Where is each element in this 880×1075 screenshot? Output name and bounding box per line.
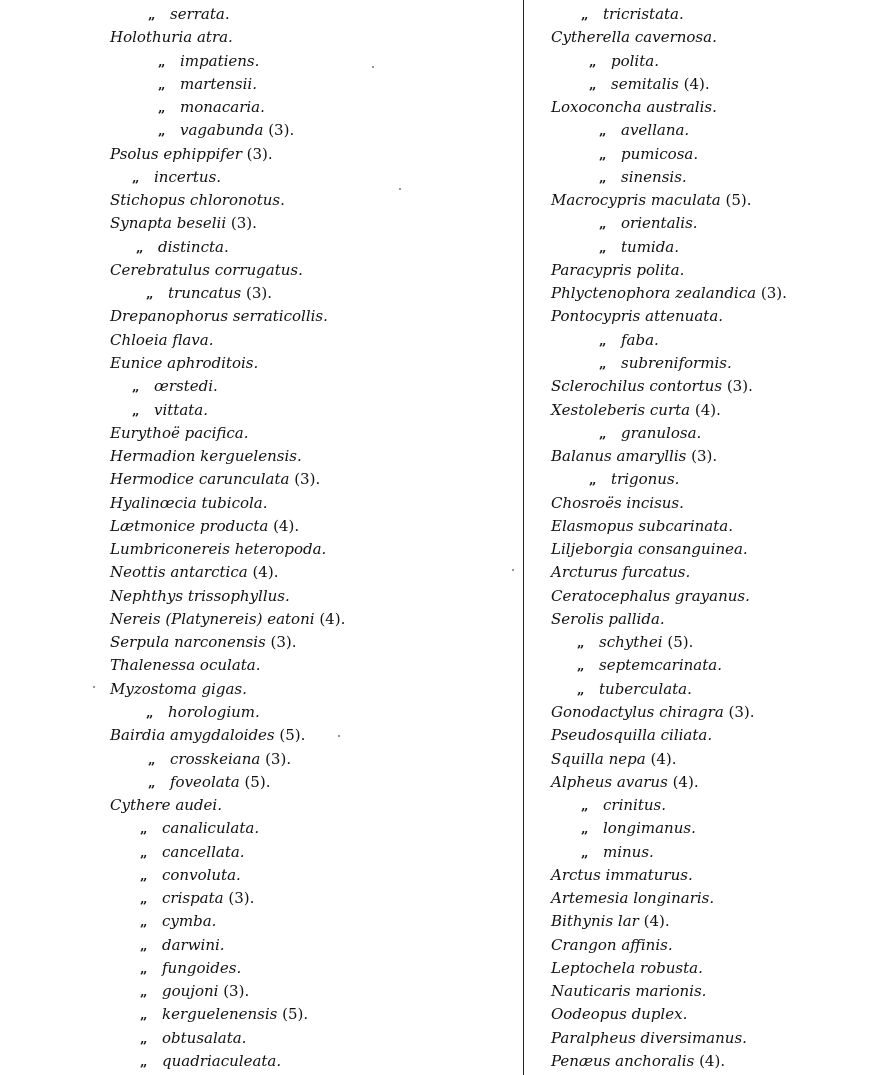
species-name: Bithynis lar: [551, 912, 639, 931]
species-name: Thalenessa oculata.: [110, 656, 261, 675]
species-entry: [551, 445, 871, 468]
species-entry: [110, 561, 510, 584]
species-entry: [110, 468, 510, 491]
species-entry: [110, 934, 510, 957]
species-name: Serolis pallida.: [551, 609, 665, 628]
ditto-mark: „: [146, 705, 154, 721]
species-name: crinitus.: [603, 796, 666, 815]
species-name: incertus.: [154, 167, 222, 186]
reference-note: (3).: [263, 121, 295, 140]
species-name: vittata.: [154, 400, 209, 419]
species-entry: [110, 259, 510, 282]
reference-note: (4).: [690, 400, 721, 419]
ditto-mark: „: [148, 8, 156, 23]
reference-note: (5).: [239, 772, 271, 791]
species-name: Crangon affinis.: [551, 935, 673, 954]
ditto-mark: „: [140, 892, 148, 908]
species-entry: [551, 352, 871, 375]
species-entry: [110, 352, 510, 375]
reference-note: (3).: [218, 982, 250, 1001]
ditto-mark: „: [140, 915, 148, 931]
species-name: Eunice aphroditois.: [110, 353, 259, 372]
species-name: Hyalinœcia tubicola.: [110, 493, 268, 512]
species-name: trigonus.: [611, 470, 680, 489]
ditto-mark: „: [132, 403, 140, 419]
species-entry: [110, 538, 510, 561]
species-entry: [551, 934, 871, 957]
species-entry: [110, 631, 510, 654]
ditto-mark: „: [140, 961, 148, 977]
species-name: Loxoconcha australis.: [551, 98, 717, 117]
reference-note: (3).: [226, 214, 257, 233]
species-name: Arctus immaturus.: [551, 865, 693, 884]
species-entry: [110, 794, 510, 817]
species-name: Stichopus chloronotus.: [110, 191, 285, 210]
species-name: Lumbriconereis heteropoda.: [110, 540, 327, 559]
species-name: Drepanophorus serraticollis.: [110, 307, 328, 326]
species-entry: [110, 282, 510, 305]
species-entry: [110, 1003, 510, 1026]
species-name: fungoides.: [162, 958, 242, 977]
species-entry: [551, 910, 871, 933]
species-entry: [551, 119, 871, 142]
species-name: martensii.: [180, 74, 257, 93]
reference-note: (3).: [723, 702, 755, 721]
species-entry: [551, 3, 871, 26]
species-entry: [110, 305, 510, 328]
ditto-mark: „: [599, 170, 607, 186]
ditto-mark: „: [599, 147, 607, 163]
reference-note: (4).: [678, 74, 710, 93]
right-species-column: [551, 3, 871, 1073]
species-name: Leptochela robusta.: [551, 958, 703, 977]
species-name: darwini.: [162, 935, 225, 954]
species-entry: [110, 399, 510, 422]
species-name: Hermodice carunculata: [110, 470, 290, 489]
species-name: Xestoleberis curta: [551, 400, 691, 419]
reference-note: (4).: [667, 772, 699, 791]
species-entry: [110, 887, 510, 910]
species-entry: [551, 957, 871, 980]
species-entry: [551, 305, 871, 328]
ditto-mark: „: [158, 124, 166, 140]
species-entry: [110, 654, 510, 677]
ditto-mark: „: [581, 845, 589, 861]
species-entry: [551, 771, 871, 794]
species-name: serrata.: [170, 5, 230, 23]
species-entry: [110, 3, 510, 26]
species-name: polita.: [611, 51, 659, 70]
species-entry: [551, 73, 871, 96]
species-entry: [110, 445, 510, 468]
reference-note: (3).: [722, 377, 753, 396]
species-entry: [551, 189, 871, 212]
species-entry: [110, 492, 510, 515]
species-entry: [551, 724, 871, 747]
species-name: foveolata: [170, 772, 240, 791]
ditto-mark: „: [136, 240, 144, 256]
species-entry: [551, 678, 871, 701]
ditto-mark: „: [599, 356, 607, 372]
species-name: Paralpheus diversimanus.: [551, 1028, 747, 1047]
ditto-mark: „: [599, 240, 607, 256]
species-entry: [110, 143, 510, 166]
species-entry: [110, 212, 510, 235]
species-entry: [551, 980, 871, 1003]
ditto-mark: „: [577, 682, 585, 698]
species-entry: [110, 841, 510, 864]
species-entry: [110, 515, 510, 538]
species-entry: [551, 538, 871, 561]
species-name: Squilla nepa: [551, 749, 646, 768]
species-name: Chloeia flava.: [110, 330, 214, 349]
species-entry: [110, 771, 510, 794]
species-entry: [110, 26, 510, 49]
species-entry: [551, 841, 871, 864]
species-name: septemcarinata.: [599, 656, 722, 675]
ditto-mark: „: [581, 822, 589, 838]
species-name: Pontocypris attenuata.: [551, 307, 724, 326]
species-name: Holothuria atra.: [110, 28, 233, 47]
species-entry: [110, 1050, 510, 1073]
reference-note: (5).: [662, 633, 694, 652]
species-name: pumicosa.: [621, 144, 699, 163]
species-entry: [110, 585, 510, 608]
species-name: Neottis antarctica: [110, 563, 248, 582]
species-entry: [110, 957, 510, 980]
species-entry: [551, 96, 871, 119]
ditto-mark: „: [158, 54, 166, 70]
species-entry: [551, 259, 871, 282]
species-entry: [551, 701, 871, 724]
reference-note: (3).: [223, 889, 255, 908]
ditto-mark: „: [140, 1031, 148, 1047]
species-entry: [551, 748, 871, 771]
species-entry: [551, 585, 871, 608]
species-entry: [551, 329, 871, 352]
column-divider: [523, 0, 524, 1075]
reference-note: (3).: [265, 633, 297, 652]
species-name: Myzostoma gigas.: [110, 679, 247, 698]
species-name: faba.: [621, 330, 659, 349]
species-name: œrstedi.: [154, 377, 218, 396]
species-name: Phlyctenophora zealandica: [551, 284, 757, 303]
species-name: Elasmopus subcarinata.: [551, 516, 733, 535]
species-entry: [551, 236, 871, 259]
species-name: horologium.: [168, 702, 260, 721]
ditto-mark: „: [589, 77, 597, 93]
reference-note: (4).: [314, 609, 346, 628]
species-name: Chosroës incisus.: [551, 493, 684, 512]
species-entry: [551, 50, 871, 73]
reference-note: (3).: [686, 447, 718, 466]
reference-note: (3).: [260, 749, 292, 768]
species-name: tricristata.: [603, 5, 684, 23]
species-name: Cytherella cavernosa.: [551, 28, 717, 47]
species-name: Hermadion kerguelensis.: [110, 447, 302, 466]
species-name: obtusalata.: [162, 1028, 247, 1047]
species-name: Gonodactylus chiragra: [551, 702, 724, 721]
scan-speck: [399, 188, 401, 190]
ditto-mark: „: [140, 938, 148, 954]
species-entry: [551, 399, 871, 422]
species-name: sinensis.: [621, 167, 687, 186]
species-entry: [551, 817, 871, 840]
species-name: Paracypris polita.: [551, 260, 685, 279]
species-entry: [110, 817, 510, 840]
ditto-mark: „: [158, 101, 166, 117]
species-entry: [110, 73, 510, 96]
reference-note: (3).: [241, 144, 273, 163]
species-entry: [551, 422, 871, 445]
reference-note: (5).: [274, 726, 306, 745]
species-entry: [551, 492, 871, 515]
species-name: Bairdia amygdaloides: [110, 726, 275, 745]
species-name: Nauticaris marionis.: [551, 982, 707, 1001]
species-name: tumida.: [621, 237, 680, 256]
ditto-mark: „: [581, 799, 589, 815]
species-name: kerguelenensis: [162, 1005, 278, 1024]
species-name: schythei: [599, 633, 663, 652]
ditto-mark: „: [146, 287, 154, 303]
species-name: goujoni: [162, 982, 219, 1001]
species-name: subreniformis.: [621, 353, 732, 372]
ditto-mark: „: [132, 170, 140, 186]
species-entry: [551, 1050, 871, 1073]
species-entry: [551, 1003, 871, 1026]
ditto-mark: „: [599, 124, 607, 140]
species-name: impatiens.: [180, 51, 260, 70]
ditto-mark: „: [140, 1008, 148, 1024]
species-name: Cerebratulus corrugatus.: [110, 260, 303, 279]
species-name: convoluta.: [162, 865, 241, 884]
species-name: minus.: [603, 842, 654, 861]
species-name: tuberculata.: [599, 679, 692, 698]
species-name: vagabunda: [180, 121, 264, 140]
species-entry: [110, 864, 510, 887]
species-entry: [110, 724, 510, 747]
ditto-mark: „: [140, 845, 148, 861]
scan-speck: [512, 569, 514, 571]
reference-note: (4).: [268, 516, 300, 535]
ditto-mark: „: [140, 868, 148, 884]
species-entry: [110, 166, 510, 189]
species-entry: [551, 515, 871, 538]
species-name: crispata: [162, 889, 224, 908]
left-species-column: [110, 3, 510, 1073]
species-name: longimanus.: [603, 819, 696, 838]
ditto-mark: „: [589, 473, 597, 489]
species-name: quadriaculeata.: [162, 1051, 282, 1070]
ditto-mark: „: [148, 775, 156, 791]
species-entry: [110, 189, 510, 212]
ditto-mark: „: [140, 985, 148, 1001]
scan-speck: [93, 686, 95, 688]
species-entry: [110, 608, 510, 631]
species-entry: [110, 329, 510, 352]
species-name: crosskeiana: [170, 749, 261, 768]
species-name: Nephthys trissophyllus.: [110, 586, 290, 605]
species-name: Arcturus furcatus.: [551, 563, 691, 582]
reference-note: (4).: [638, 912, 670, 931]
species-name: Macrocypris maculata: [551, 191, 721, 210]
reference-note: (5).: [720, 191, 752, 210]
species-entry: [551, 375, 871, 398]
species-entry: [551, 887, 871, 910]
species-entry: [551, 794, 871, 817]
species-name: Serpula narconensis: [110, 633, 266, 652]
species-entry: [110, 96, 510, 119]
ditto-mark: „: [599, 426, 607, 442]
species-entry: [110, 375, 510, 398]
species-entry: [551, 654, 871, 677]
scan-speck: [372, 66, 374, 68]
species-name: cancellata.: [162, 842, 245, 861]
species-name: Synapta beselii: [110, 214, 227, 233]
species-name: orientalis.: [621, 214, 698, 233]
species-entry: [110, 980, 510, 1003]
species-name: cymba.: [162, 912, 217, 931]
species-entry: [551, 608, 871, 631]
species-name: Penæus anchoralis: [551, 1051, 695, 1070]
reference-note: (3).: [756, 284, 787, 303]
ditto-mark: „: [132, 380, 140, 396]
scan-speck: [338, 735, 340, 737]
ditto-mark: „: [577, 659, 585, 675]
species-entry: [551, 282, 871, 305]
reference-note: (4).: [247, 563, 279, 582]
species-name: Oodeopus duplex.: [551, 1005, 688, 1024]
species-name: Liljeborgia consanguinea.: [551, 540, 748, 559]
species-entry: [551, 143, 871, 166]
ditto-mark: „: [148, 752, 156, 768]
ditto-mark: „: [140, 822, 148, 838]
ditto-mark: „: [599, 333, 607, 349]
reference-note: (4).: [645, 749, 677, 768]
species-name: Alpheus avarus: [551, 772, 668, 791]
species-name: canaliculata.: [162, 819, 260, 838]
reference-note: (3).: [289, 470, 321, 489]
species-entry: [110, 422, 510, 445]
species-entry: [551, 561, 871, 584]
species-entry: [551, 1027, 871, 1050]
species-name: monacaria.: [180, 98, 265, 117]
ditto-mark: „: [581, 8, 589, 23]
ditto-mark: „: [589, 54, 597, 70]
ditto-mark: „: [599, 217, 607, 233]
species-name: Lætmonice producta: [110, 516, 269, 535]
species-name: avellana.: [621, 121, 690, 140]
ditto-mark: „: [140, 1054, 148, 1070]
species-name: semitalis: [611, 74, 679, 93]
species-name: Cythere audei.: [110, 796, 222, 815]
species-name: distincta.: [158, 237, 229, 256]
species-entry: [110, 678, 510, 701]
reference-note: (5).: [277, 1005, 309, 1024]
species-name: Nereis (Platynereis) eatoni: [110, 609, 315, 628]
ditto-mark: „: [158, 77, 166, 93]
species-entry: [110, 50, 510, 73]
species-entry: [110, 701, 510, 724]
species-entry: [551, 468, 871, 491]
species-entry: [110, 910, 510, 933]
species-name: Psolus ephippifer: [110, 144, 242, 163]
species-entry: [551, 864, 871, 887]
reference-note: (3).: [241, 284, 273, 303]
species-name: Balanus amaryllis: [551, 447, 687, 466]
species-name: truncatus: [168, 284, 242, 303]
reference-note: (4).: [694, 1051, 726, 1070]
ditto-mark: „: [577, 636, 585, 652]
species-name: granulosa.: [621, 423, 702, 442]
species-name: Eurythoë pacifica.: [110, 423, 249, 442]
species-entry: [551, 26, 871, 49]
species-entry: [551, 166, 871, 189]
species-entry: [551, 631, 871, 654]
species-entry: [110, 1027, 510, 1050]
species-entry: [110, 119, 510, 142]
species-entry: [551, 212, 871, 235]
species-name: Pseudosquilla ciliata.: [551, 726, 713, 745]
species-name: Artemesia longinaris.: [551, 889, 715, 908]
species-entry: [110, 236, 510, 259]
species-name: Ceratocephalus grayanus.: [551, 586, 750, 605]
species-name: Sclerochilus contortus: [551, 377, 723, 396]
species-entry: [110, 748, 510, 771]
